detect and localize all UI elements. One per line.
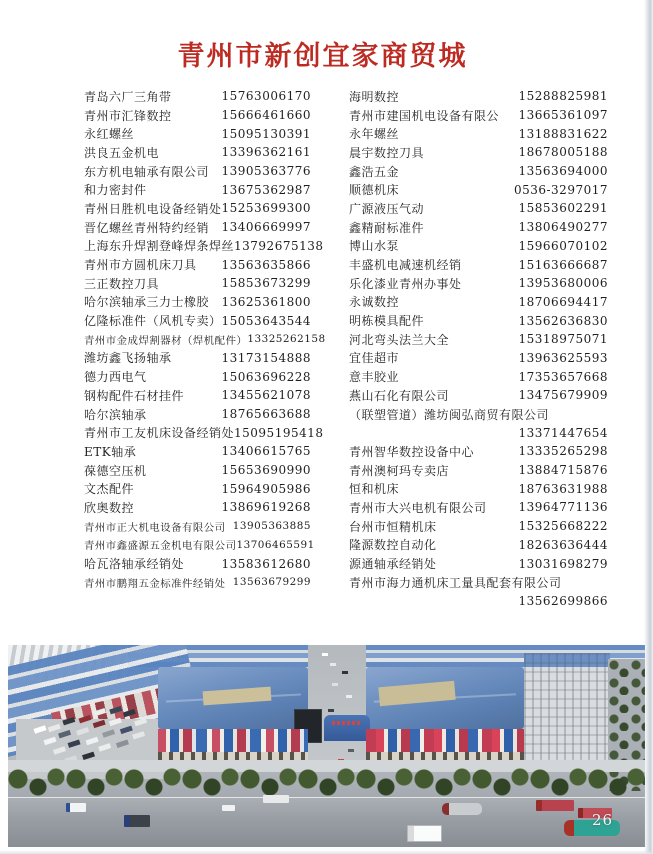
right-market-hall-roof (366, 667, 524, 729)
directory-entry (349, 143, 608, 162)
phone-number: 13563635866 (221, 257, 311, 272)
phone-number: 13963625593 (518, 350, 608, 365)
phone-number: 15095195418 (234, 425, 324, 440)
phone-number: 13031698279 (518, 556, 608, 571)
directory-entry (84, 106, 311, 125)
directory-entry (349, 180, 608, 199)
company-name: 恒和机床 (349, 482, 400, 497)
directory-entry (84, 124, 311, 143)
company-name: 顺德机床 (349, 183, 400, 198)
page-bottom-shadow (0, 850, 653, 854)
left-market-hall-roof (158, 667, 308, 729)
white-bus (263, 795, 289, 803)
company-name: 青州市金成焊割器材（焊机配件） (84, 334, 248, 347)
directory-entry (349, 162, 608, 181)
phone-number: 15325668222 (518, 519, 608, 534)
company-name: 青州市鑫盛源五金机电有限公司 (84, 540, 237, 553)
parked-cars (34, 725, 47, 733)
phone-number: 13562636830 (518, 313, 608, 328)
company-name: 鑫精耐标准件 (349, 220, 425, 235)
company-name: 青州日胜机电设备经销处 (84, 201, 222, 216)
phone-number: 13455621078 (221, 388, 311, 403)
phone-number: 13583612680 (221, 556, 311, 571)
phone-number: 15763006170 (221, 89, 311, 104)
phone-number: 15318975071 (518, 332, 608, 347)
phone-number: 13884715876 (518, 463, 608, 478)
phone-number: 13562699866 (518, 593, 608, 608)
phone-number: 13964771136 (518, 500, 608, 515)
directory-entry (349, 311, 608, 330)
company-name: 晋亿螺丝青州特约经销 (84, 220, 210, 235)
company-name: 欣奥数控 (84, 500, 135, 515)
company-name: （联塑管道）潍坊闽弘商贸有限公司 (349, 407, 550, 422)
right-banner-facade (366, 729, 524, 753)
directory-entry (84, 461, 311, 480)
company-name: 海明数控 (349, 89, 400, 104)
truck (66, 803, 86, 812)
company-name: 上海东升焊割登峰焊条焊丝 (84, 239, 235, 254)
directory-entry (84, 143, 311, 162)
phone-number: 18763631988 (518, 481, 608, 496)
phone-number: 13905363776 (221, 164, 311, 179)
directory-entry (84, 573, 311, 592)
company-name: 德力西电气 (84, 370, 147, 385)
company-name: 青州市方圆机床刀具 (84, 258, 197, 273)
phone-number: 18765663688 (221, 407, 311, 422)
company-name: 青州澳柯玛专卖店 (349, 463, 450, 478)
directory-entry (84, 554, 311, 573)
directory-entry (349, 367, 608, 386)
directory-entry (84, 218, 311, 237)
company-name: 青州市汇锋数控 (84, 108, 172, 123)
company-name: ETK轴承 (84, 444, 137, 459)
directory-entry (349, 386, 608, 405)
company-name: 洪良五金机电 (84, 145, 160, 160)
directory-entry-phone-line (349, 423, 608, 442)
phone-number: 13675362987 (221, 182, 311, 197)
company-name: 文杰配件 (84, 482, 135, 497)
directory-entry (84, 274, 311, 293)
left-directory-column (84, 87, 326, 592)
directory-entry (349, 124, 608, 143)
page-edge-shadow (644, 0, 653, 854)
directory-entry (84, 162, 311, 181)
roof-skylight (203, 687, 271, 705)
phone-number: 0536-3297017 (513, 182, 608, 197)
phone-number: 15288825981 (518, 89, 608, 104)
phone-number: 18706694417 (518, 294, 608, 309)
company-name: 晨宇数控刀具 (349, 145, 425, 160)
roof-skylight (378, 681, 455, 706)
company-name: 亿隆标准件（风机专卖） (84, 314, 222, 329)
directory-entry (349, 237, 608, 256)
company-name: 葆德空压机 (84, 463, 147, 478)
gate-sign (332, 721, 361, 725)
directory-entry (349, 517, 608, 536)
directory-entry (84, 349, 311, 368)
company-name: 明栋模具配件 (349, 314, 425, 329)
company-name: 青岛六厂三角带 (84, 89, 172, 104)
phone-number: 15853673299 (221, 276, 311, 291)
cars-on-road (322, 653, 328, 656)
directory-entry (84, 293, 311, 312)
directory-entry (349, 498, 608, 517)
phone-number: 13665361097 (518, 108, 608, 123)
phone-number: 15853602291 (518, 201, 608, 216)
phone-number: 15253699300 (221, 201, 311, 216)
phone-number: 13625361800 (221, 294, 311, 309)
directory-entry (349, 293, 608, 312)
phone-number: 15666461660 (221, 108, 311, 123)
directory-entry (349, 442, 608, 461)
directory-entry (349, 255, 608, 274)
company-name: 意丰胶业 (349, 370, 400, 385)
company-name: 哈瓦洛轴承经销处 (84, 557, 185, 572)
company-name: 永年螺丝 (349, 127, 400, 142)
phone-number: 15053643544 (221, 313, 311, 328)
directory-entry (84, 498, 311, 517)
company-name: 丰盛机电减速机经销 (349, 258, 462, 273)
page-number: 26 (592, 811, 614, 829)
directory-entry (349, 106, 608, 125)
page-title: 青州市新创宜家商贸城 (177, 41, 468, 72)
directory-entry (84, 87, 311, 106)
company-name: 三正数控刀具 (84, 276, 160, 291)
directory-entry (349, 405, 608, 424)
directory-entry (84, 311, 311, 330)
directory-entry (349, 218, 608, 237)
right-side-buildings (524, 653, 610, 763)
phone-number: 13792675138 (234, 238, 324, 253)
company-name: 青州智华数控设备中心 (349, 444, 475, 459)
right-directory-column (349, 87, 608, 610)
phone-number: 15964905986 (221, 481, 311, 496)
directory-entry (84, 367, 311, 386)
directory-entry (84, 180, 311, 199)
company-name: 宜佳超市 (349, 351, 400, 366)
phone-number: 15095130391 (221, 126, 311, 141)
silver-tanker-truck (442, 803, 482, 815)
directory-entry (349, 87, 608, 106)
directory-entry (349, 274, 608, 293)
directory-entry (349, 573, 608, 592)
company-name: 青州市正大机电设备有限公司 (84, 521, 226, 534)
central-road (308, 645, 366, 767)
company-name: 博山水泵 (349, 239, 400, 254)
directory-entry-phone-line (349, 592, 608, 611)
white-van (222, 805, 235, 811)
company-name: 台州市恒精机床 (349, 519, 437, 534)
phone-number: 13188831622 (518, 126, 608, 141)
white-box-truck (407, 825, 442, 842)
phone-number: 15653690990 (221, 463, 311, 478)
company-name: 哈尔滨轴承 (84, 407, 147, 422)
phone-number: 18263636444 (518, 537, 608, 552)
blue-truck (124, 815, 150, 827)
company-name: 永诚数控 (349, 295, 400, 310)
company-name: 永红螺丝 (84, 127, 135, 142)
phone-number: 15966070102 (518, 238, 608, 253)
phone-number: 13173154888 (221, 350, 311, 365)
phone-number: 13335265298 (518, 444, 608, 459)
directory-entry (84, 386, 311, 405)
directory-entry (84, 237, 324, 256)
left-banner-facade (158, 729, 308, 753)
directory-entry (349, 479, 608, 498)
company-name: 燕山石化有限公司 (349, 388, 450, 403)
aerial-photo-trade-city (8, 645, 645, 847)
company-name: 潍坊鑫飞扬轴承 (84, 351, 172, 366)
phone-number: 18678005188 (518, 145, 608, 160)
phone-number: 13563694000 (518, 164, 608, 179)
company-name: 哈尔滨轴承三力士橡胶 (84, 295, 210, 310)
phone-number: 13869619268 (221, 500, 311, 515)
directory-entry (84, 199, 311, 218)
company-name: 青州市鹏翔五金标准件经销处 (84, 577, 226, 590)
company-name: 源通轴承经销处 (349, 557, 437, 572)
directory-entry (349, 536, 608, 555)
company-name: 广源液压气动 (349, 201, 425, 216)
company-name: 钢构配件石材挂件 (84, 388, 185, 403)
company-name: 青州市大兴电机有限公司 (349, 500, 487, 515)
phone-number: 17353657668 (518, 369, 608, 384)
phone-number: 13406669997 (221, 220, 311, 235)
company-name: 青州市海力通机床工量具配套有限公司 (349, 575, 562, 590)
phone-number: 13406615765 (221, 444, 311, 459)
company-name: 青州市工友机床设备经销处 (84, 426, 235, 441)
phone-number: 13953680006 (518, 276, 608, 291)
red-truck (536, 800, 574, 811)
phone-number: 13905363885 (232, 520, 311, 533)
company-name: 鑫浩五金 (349, 164, 400, 179)
phone-number: 15163666687 (518, 257, 608, 272)
phone-number: 13706465591 (236, 538, 315, 551)
directory-entry (349, 330, 608, 349)
directory-entry (84, 255, 311, 274)
directory-entry (349, 461, 608, 480)
directory-entry (349, 199, 608, 218)
directory-entry (84, 479, 311, 498)
directory-entry (349, 349, 608, 368)
phone-number: 13475679909 (518, 388, 608, 403)
directory-entry (84, 405, 311, 424)
phone-number: 15063696228 (221, 369, 311, 384)
directory-entry (349, 554, 608, 573)
phone-number: 13396362161 (221, 145, 311, 160)
directory-entry (84, 536, 315, 555)
company-name: 和力密封件 (84, 183, 147, 198)
company-name: 河北弯头法兰大全 (349, 332, 450, 347)
phone-number: 13563679299 (232, 576, 311, 589)
company-name: 隆源数控自动化 (349, 538, 437, 553)
company-name: 乐化漆业青州办事处 (349, 276, 462, 291)
entrance-gate-arch (324, 715, 370, 741)
directory-entry (84, 330, 326, 349)
directory-entry (84, 442, 311, 461)
directory-entry (84, 517, 311, 536)
directory-entry (84, 423, 324, 442)
phone-number: 13325262158 (247, 333, 326, 346)
phone-number: 13371447654 (518, 425, 608, 440)
company-name: 青州市建国机电设备有限公 (349, 108, 500, 123)
company-name: 东方机电轴承有限公司 (84, 164, 210, 179)
phone-number: 13806490277 (518, 220, 608, 235)
